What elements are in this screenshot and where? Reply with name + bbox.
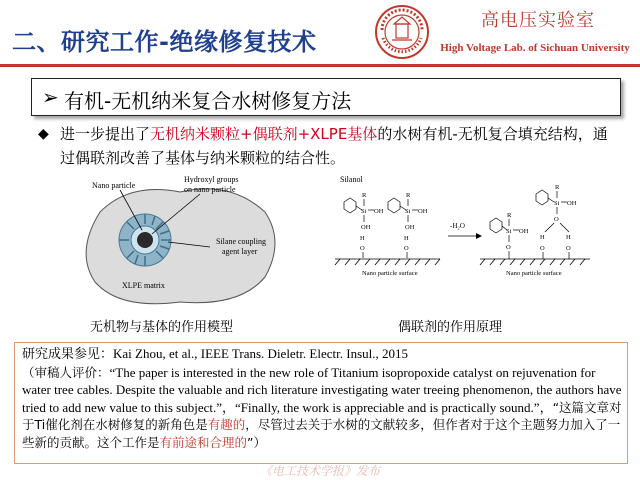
svg-text:Si: Si bbox=[361, 208, 367, 215]
svg-text:OH: OH bbox=[418, 208, 428, 215]
svg-text:O: O bbox=[540, 245, 545, 252]
review-quote-2: “Finally, the work is appreciable and is practically sound.”， bbox=[235, 399, 553, 415]
section-title: 有机-无机纳米复合水树修复方法 bbox=[64, 89, 352, 113]
section-arrow-icon: ➢ bbox=[42, 85, 59, 109]
svg-text:O: O bbox=[566, 245, 571, 252]
svg-text:R: R bbox=[362, 192, 367, 199]
lab-name-cn: 高电压实验室 bbox=[481, 10, 595, 31]
paragraph-part2: 的水树有机-无机复合填充结构，通过偶联剂改善了基体与纳米颗粒的结合性。 bbox=[60, 125, 608, 167]
university-logo bbox=[374, 4, 430, 60]
label-hydroxyl-2: on nano particle bbox=[184, 185, 236, 194]
paragraph-highlight: 无机纳米颗粒+偶联剂+XLPE基体 bbox=[150, 125, 378, 143]
svg-text:H: H bbox=[360, 235, 365, 242]
svg-text:OH: OH bbox=[361, 224, 371, 231]
svg-text:OH: OH bbox=[405, 224, 415, 231]
figure-right-caption: 偶联剂的作用原理 bbox=[398, 320, 503, 335]
label-silane-2: agent layer bbox=[222, 247, 258, 256]
svg-text:Si: Si bbox=[405, 208, 411, 215]
review-cn-part1: “这篇文章对于Ti催化剂在水树修复的新角色是 bbox=[22, 399, 622, 432]
label-nano-particle: Nano particle bbox=[92, 181, 136, 190]
lab-name-en: High Voltage Lab. of Sichuan University bbox=[440, 42, 630, 54]
review-open: （审稿人评价： bbox=[22, 364, 110, 380]
svg-text:O: O bbox=[506, 244, 511, 251]
svg-text:R: R bbox=[507, 212, 512, 219]
svg-text:OH: OH bbox=[567, 200, 577, 207]
svg-text:H: H bbox=[540, 234, 545, 241]
surface-hatch-left bbox=[335, 259, 440, 265]
label-surface-left: Nano particle surface bbox=[362, 270, 418, 277]
diamond-bullet-icon: ◆ bbox=[38, 126, 49, 142]
svg-text:Si: Si bbox=[554, 200, 560, 207]
svg-text:O: O bbox=[404, 245, 409, 252]
page-title: 二、研究工作-绝缘修复技术 bbox=[12, 28, 317, 56]
review-cn-highlight-1: 有趣的 bbox=[207, 417, 246, 432]
label-xlpe-matrix: XLPE matrix bbox=[122, 281, 165, 290]
svg-text:OH: OH bbox=[374, 208, 384, 215]
nano-particle-core bbox=[137, 232, 153, 248]
coupling-principle-figure bbox=[330, 172, 630, 302]
review-cn-part2: ，尽管过去关于水树的文献较多，但作者对于这个主题努力加入了一些新的贡献。这个工作是 bbox=[22, 417, 621, 450]
svg-text:O: O bbox=[360, 245, 365, 252]
interaction-model-figure bbox=[60, 172, 310, 312]
svg-text:H: H bbox=[566, 234, 571, 241]
svg-text:H: H bbox=[404, 235, 409, 242]
svg-text:R: R bbox=[406, 192, 411, 199]
figure-left-caption: 无机物与基体的作用模型 bbox=[90, 320, 234, 335]
publisher-watermark: 《电工技术学报》发布 bbox=[259, 464, 380, 478]
paragraph-part1: 进一步提出了 bbox=[60, 125, 151, 143]
description-paragraph bbox=[60, 122, 620, 170]
label-silane-1: Silane coupling bbox=[216, 237, 266, 246]
label-surface-right: Nano particle surface bbox=[506, 270, 562, 277]
reference-citation: Kai Zhou, et al., IEEE Trans. Dieletr. Electr. Insul., 2015 bbox=[113, 346, 408, 361]
reference-text bbox=[22, 345, 624, 451]
svg-text:R: R bbox=[555, 184, 560, 191]
review-quote-1: “The paper is interested in the new role of Titanium isopropoxide catalyst on rejuvenation for water tree cables. Despite the valuable and rich literature investigating water treeing phenomenon, the authors have tried to add new value to this subject.”， bbox=[22, 364, 622, 415]
surface-hatch-right bbox=[480, 259, 590, 265]
review-cn-highlight-2: 有前途和合理的 bbox=[159, 434, 248, 450]
label-dehydration: -H₂O bbox=[450, 222, 465, 230]
review-close: ”） bbox=[247, 434, 267, 450]
svg-text:OH: OH bbox=[519, 228, 529, 235]
svg-text:O: O bbox=[554, 216, 559, 223]
label-silanol: Silanol bbox=[340, 175, 363, 184]
svg-text:Si: Si bbox=[506, 228, 512, 235]
reference-label: 研究成果参见： bbox=[22, 347, 114, 362]
header-divider bbox=[0, 64, 640, 67]
label-hydroxyl-1: Hydroxyl groups bbox=[184, 175, 239, 184]
